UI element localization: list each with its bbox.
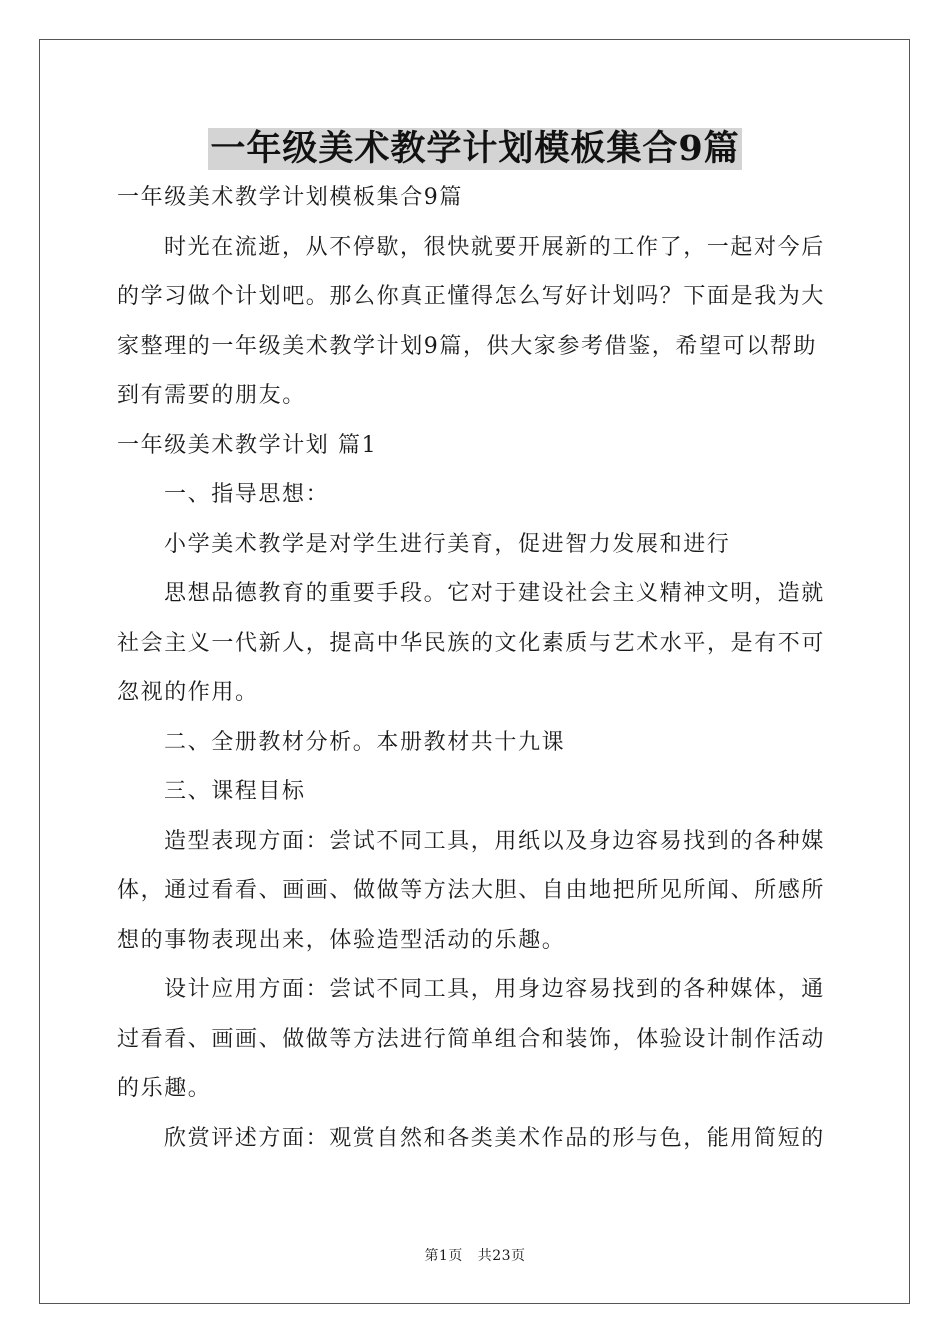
paragraph-guiding-2: 思想品德教育的重要手段。它对于建设社会主义精神文明，造就社会主义一代新人，提高中华民族的文化素质与艺术水平，是有不可忽视的作用。: [117, 581, 826, 705]
document-title: 一年级美术教学计划模板集合9篇: [210, 128, 740, 169]
paragraph-guiding-heading: 一、指导思想：: [164, 482, 330, 507]
paragraph-textbook: 二、全册教材分析。本册教材共十九课: [164, 729, 566, 755]
page-number: 第1页: [424, 1248, 463, 1264]
title-wrap: [0, 128, 950, 170]
page-footer: [0, 1245, 950, 1265]
paragraph-appreciation: 欣赏评述方面：观赏自然和各类美术作品的形与色，能用简短的: [164, 1125, 825, 1151]
paragraph-intro: 时光在流逝，从不停歇，很快就要开展新的工作了，一起对今后的学习做个计划吧。那么你真正懂得怎么写好计划吗？下面是我为大家整理的一年级美术教学计划9篇，供大家参考借鉴，希望可以帮助到有需要的朋友。: [117, 234, 826, 408]
paragraph-goals-heading: 三、课程目标: [164, 779, 306, 804]
document-body: [117, 173, 837, 1163]
paragraph-subtitle: 一年级美术教学计划模板集合9篇: [117, 185, 463, 210]
paragraph-modeling: 造型表现方面：尝试不同工具，用纸以及身边容易找到的各种媒体，通过看看、画画、做做等方法大胆、自由地把所见所闻、所感所想的事物表现出来，体验造型活动的乐趣。: [117, 828, 826, 953]
paragraph-design: 设计应用方面：尝试不同工具，用身边容易找到的各种媒体，通过看看、画画、做做等方法进行简单组合和装饰，体验设计制作活动的乐趣。: [117, 977, 826, 1101]
section-heading: 一年级美术教学计划 篇1: [117, 432, 378, 458]
page-total: 共23页: [477, 1248, 526, 1264]
paragraph-guiding-1: 小学美术教学是对学生进行美育，促进智力发展和进行: [164, 531, 731, 557]
